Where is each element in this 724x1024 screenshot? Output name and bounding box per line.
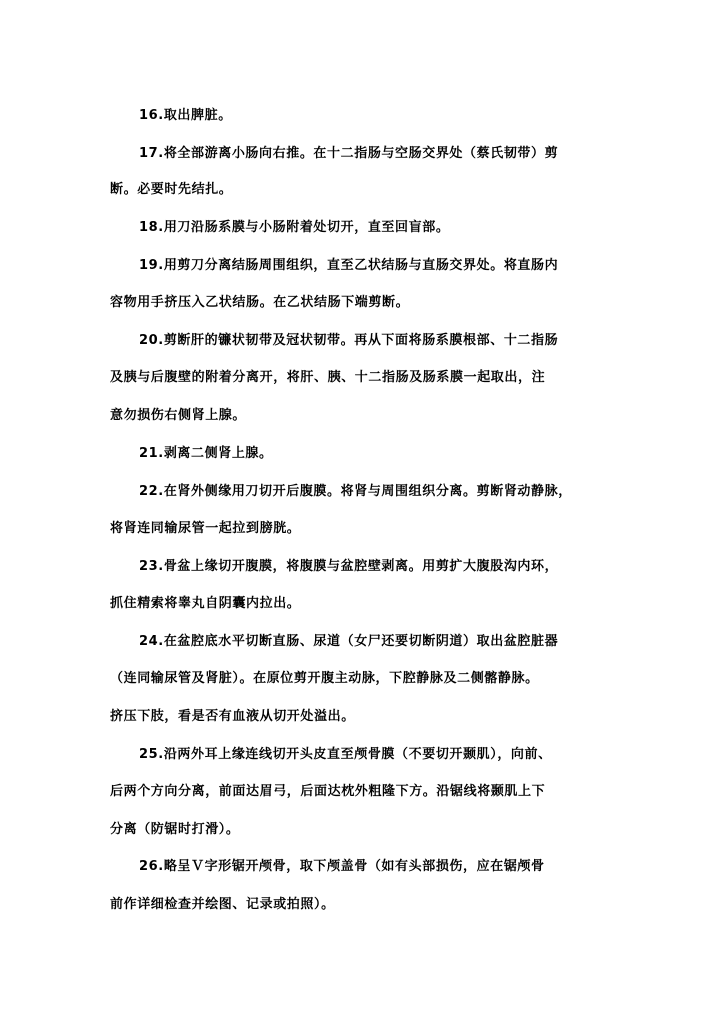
text-line: 将肾连同输尿管一起拉到膀胱。 <box>110 521 301 536</box>
text-line: 22.在肾外侧缘用刀切开后腹膜。将肾与周围组织分离。剪断肾动静脉， <box>139 484 572 499</box>
text-line: 25.沿两外耳上缘连线切开头皮直至颅骨膜（不要切开颞肌），向前、 <box>139 747 552 762</box>
text-line: 抓住精索将睾丸自阴囊内拉出。 <box>110 596 301 611</box>
text-line: 18.用刀沿肠系膜与小肠附着处切开，直至回盲部。 <box>139 220 450 235</box>
text-line: 断。必要时先结扎。 <box>110 182 233 197</box>
text-line: 后两个方向分离，前面达眉弓，后面达枕外粗隆下方。沿锯线将颞肌上下 <box>110 784 546 799</box>
text-line: 20.剪断肝的镰状韧带及冠状韧带。再从下面将肠系膜根部、十二指肠 <box>139 333 559 348</box>
text-line: 前作详细检查并绘图、记录或拍照）。 <box>110 897 335 912</box>
text-line: 及胰与后腹壁的附着分离开，将肝、胰、十二指肠及肠系膜一起取出，注 <box>110 370 546 385</box>
text-line: 挤压下肢，看是否有血液从切开处溢出。 <box>110 709 355 724</box>
text-line: 16.取出脾脏。 <box>139 108 232 123</box>
text-line: 21.剥离二侧肾上腺。 <box>139 446 273 461</box>
text-line: 26.略呈Ｖ字形锯开颅骨，取下颅盖骨（如有头部损伤，应在锯颅骨 <box>139 859 545 874</box>
text-line: 23.骨盆上缘切开腹膜，将腹膜与盆腔壁剥离。用剪扩大腹股沟内环， <box>139 559 559 574</box>
text-line: 容物用手挤压入乙状结肠。在乙状结肠下端剪断。 <box>110 295 410 310</box>
text-line: 24.在盆腔底水平切断直肠、尿道（女尸还要切断阴道）取出盆腔脏器 <box>139 634 559 649</box>
text-line: 分离（防锯时打滑）。 <box>110 822 240 837</box>
text-line: 意勿损伤右侧肾上腺。 <box>110 408 247 423</box>
text-line: 17.将全部游离小肠向右推。在十二指肠与空肠交界处（蔡氏韧带）剪 <box>139 146 559 161</box>
text-line: 19.用剪刀分离结肠周围组织，直至乙状结肠与直肠交界处。将直肠内 <box>139 258 559 273</box>
text-line: （连同输尿管及肾脏）。在原位剪开腹主动脉，下腔静脉及二侧髂静脉。 <box>110 671 539 686</box>
